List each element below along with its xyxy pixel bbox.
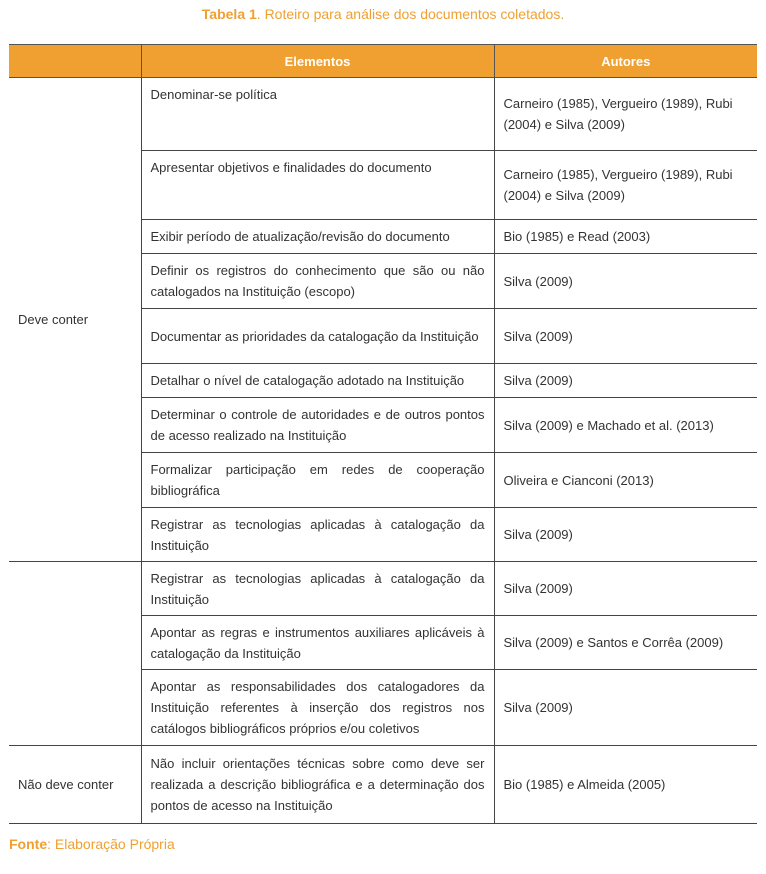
source-text: : Elaboração Própria (47, 836, 175, 852)
autores-cell: Carneiro (1985), Vergueiro (1989), Rubi (2004) e Silva (2009) (494, 151, 757, 220)
table-caption (0, 6, 766, 22)
autores-cell: Oliveira e Cianconi (2013) (494, 453, 757, 508)
table-row (9, 562, 757, 616)
group-label-deve-conter: Deve conter (9, 78, 141, 562)
header-group (9, 45, 141, 78)
elemento-cell: Apontar as responsabilidades dos catalogadores da Instituição referentes à inserção dos registros nos catálogos bibliográficos próprios e/ou coletivos (141, 670, 494, 746)
caption-label: Tabela 1 (201, 6, 257, 22)
elemento-cell: Formalizar participação em redes de cooperação bibliográfica (141, 453, 494, 508)
header-row (9, 45, 757, 78)
table-row (9, 78, 757, 151)
autores-cell: Silva (2009) (494, 670, 757, 746)
autores-cell: Silva (2009) (494, 309, 757, 364)
autores-cell: Silva (2009) (494, 364, 757, 398)
analysis-table (9, 44, 757, 824)
elemento-cell: Detalhar o nível de catalogação adotado na Instituição (141, 364, 494, 398)
caption-text: . Roteiro para análise dos documentos coletados. (256, 6, 565, 22)
autores-cell: Silva (2009) e Santos e Corrêa (2009) (494, 616, 757, 670)
header-elementos: Elementos (141, 45, 494, 78)
autores-cell: Bio (1985) e Read (2003) (494, 220, 757, 254)
elemento-cell: Denominar-se política (141, 78, 494, 151)
elemento-cell: Registrar as tecnologias aplicadas à catalogação da Instituição (141, 562, 494, 616)
autores-cell: Silva (2009) e Machado et al. (2013) (494, 398, 757, 453)
autores-cell: Silva (2009) (494, 254, 757, 309)
elemento-cell: Não incluir orientações técnicas sobre como deve ser realizada a descrição bibliográfica e a determinação dos pontos de acesso na Instituição (141, 746, 494, 824)
source-label: Fonte (9, 836, 48, 852)
elemento-cell: Apontar as regras e instrumentos auxiliares aplicáveis à catalogação da Instituição (141, 616, 494, 670)
table-row (9, 746, 757, 824)
header-autores: Autores (494, 45, 757, 78)
elemento-cell: Definir os registros do conhecimento que são ou não catalogados na Instituição (escopo) (141, 254, 494, 309)
autores-cell: Carneiro (1985), Vergueiro (1989), Rubi (2004) e Silva (2009) (494, 78, 757, 151)
elemento-cell: Exibir período de atualização/revisão do documento (141, 220, 494, 254)
elemento-cell: Registrar as tecnologias aplicadas à catalogação da Instituição (141, 508, 494, 562)
group-label-empty (9, 562, 141, 746)
elemento-cell: Apresentar objetivos e finalidades do documento (141, 151, 494, 220)
group-label-nao-deve-conter: Não deve conter (9, 746, 141, 824)
autores-cell: Silva (2009) (494, 562, 757, 616)
autores-cell: Bio (1985) e Almeida (2005) (494, 746, 757, 824)
table-source (9, 836, 175, 852)
autores-cell: Silva (2009) (494, 508, 757, 562)
elemento-cell: Documentar as prioridades da catalogação da Instituição (141, 309, 494, 364)
elemento-cell: Determinar o controle de autoridades e de outros pontos de acesso realizado na Instituição (141, 398, 494, 453)
